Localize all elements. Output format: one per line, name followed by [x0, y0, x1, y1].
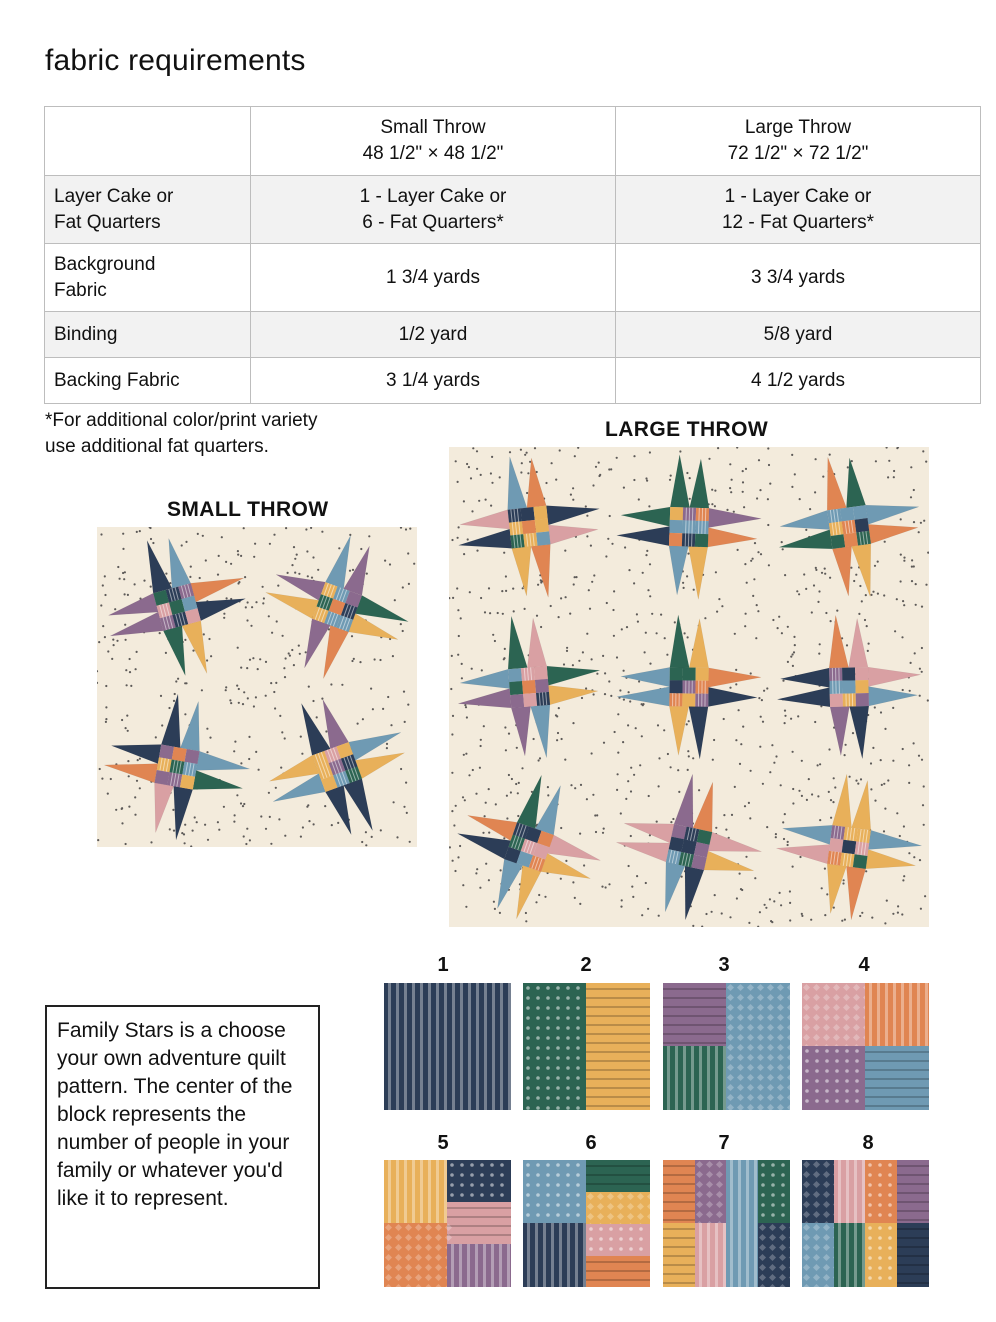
- large-throw-value: 1 - Layer Cake or 12 - Fat Quarters*: [616, 176, 981, 244]
- large-throw-value: 4 1/2 yards: [616, 358, 981, 404]
- block-number: 5: [437, 1132, 449, 1154]
- small-throw-size: 48 1/2" × 48 1/2": [362, 143, 504, 164]
- table-row-layer-cake: [45, 176, 981, 244]
- large-throw-value: 5/8 yard: [616, 312, 981, 358]
- row-label: Binding: [45, 312, 251, 358]
- row-label: Backing Fabric: [45, 358, 251, 404]
- large-throw-value: 3 3/4 yards: [616, 244, 981, 312]
- large-throw-size: 72 1/2" × 72 1/2": [727, 143, 869, 164]
- block-number: 8: [862, 1132, 874, 1154]
- block-swatch-8: [802, 1160, 929, 1287]
- header-cell-large-throw: [616, 107, 981, 176]
- block-swatch-6: [523, 1160, 650, 1287]
- block-number: 3: [718, 954, 730, 976]
- header-cell-small-throw: [251, 107, 616, 176]
- block-number: 1: [437, 954, 449, 976]
- block-number: 4: [858, 954, 870, 976]
- large-throw-heading: Large Throw: [744, 117, 852, 138]
- small-throw-heading: Small Throw: [380, 117, 486, 138]
- small-throw-value: 1 - Layer Cake or 6 - Fat Quarters*: [251, 176, 616, 244]
- page-title: fabric requirements: [45, 44, 306, 77]
- block-swatch-7: [663, 1160, 790, 1287]
- fat-quarter-note: *For additional color/print variety use additional fat quarters.: [45, 410, 318, 457]
- header-cell-empty: [45, 107, 251, 176]
- row-label: Background Fabric: [45, 244, 251, 312]
- block-swatch-2: [523, 983, 650, 1110]
- row-label: Layer Cake or Fat Quarters: [45, 176, 251, 244]
- small-throw-value: 1/2 yard: [251, 312, 616, 358]
- large-throw-label: LARGE THROW: [605, 418, 769, 441]
- block-swatch-4: [802, 983, 929, 1110]
- table-row-binding: [45, 312, 981, 358]
- large-throw-quilt-image: [449, 447, 929, 927]
- block-swatch-3: [663, 983, 790, 1110]
- block-number: 6: [585, 1132, 597, 1154]
- block-number: 2: [580, 954, 592, 976]
- block-swatch-1: [384, 983, 511, 1110]
- table-row-background: [45, 244, 981, 312]
- block-swatch-5: [384, 1160, 511, 1287]
- small-throw-quilt-image: [97, 527, 417, 847]
- table-row-backing: [45, 358, 981, 404]
- fabric-requirements-table: [44, 106, 981, 404]
- block-number: 7: [718, 1132, 730, 1154]
- table-header-row: [45, 107, 981, 176]
- small-throw-label: SMALL THROW: [167, 498, 329, 521]
- small-throw-value: 3 1/4 yards: [251, 358, 616, 404]
- small-throw-value: 1 3/4 yards: [251, 244, 616, 312]
- description-box: Family Stars is a choose your own adventure quilt pattern. The center of the block represents the number of people in your family or whatever you'd like it to represent.: [45, 1005, 320, 1289]
